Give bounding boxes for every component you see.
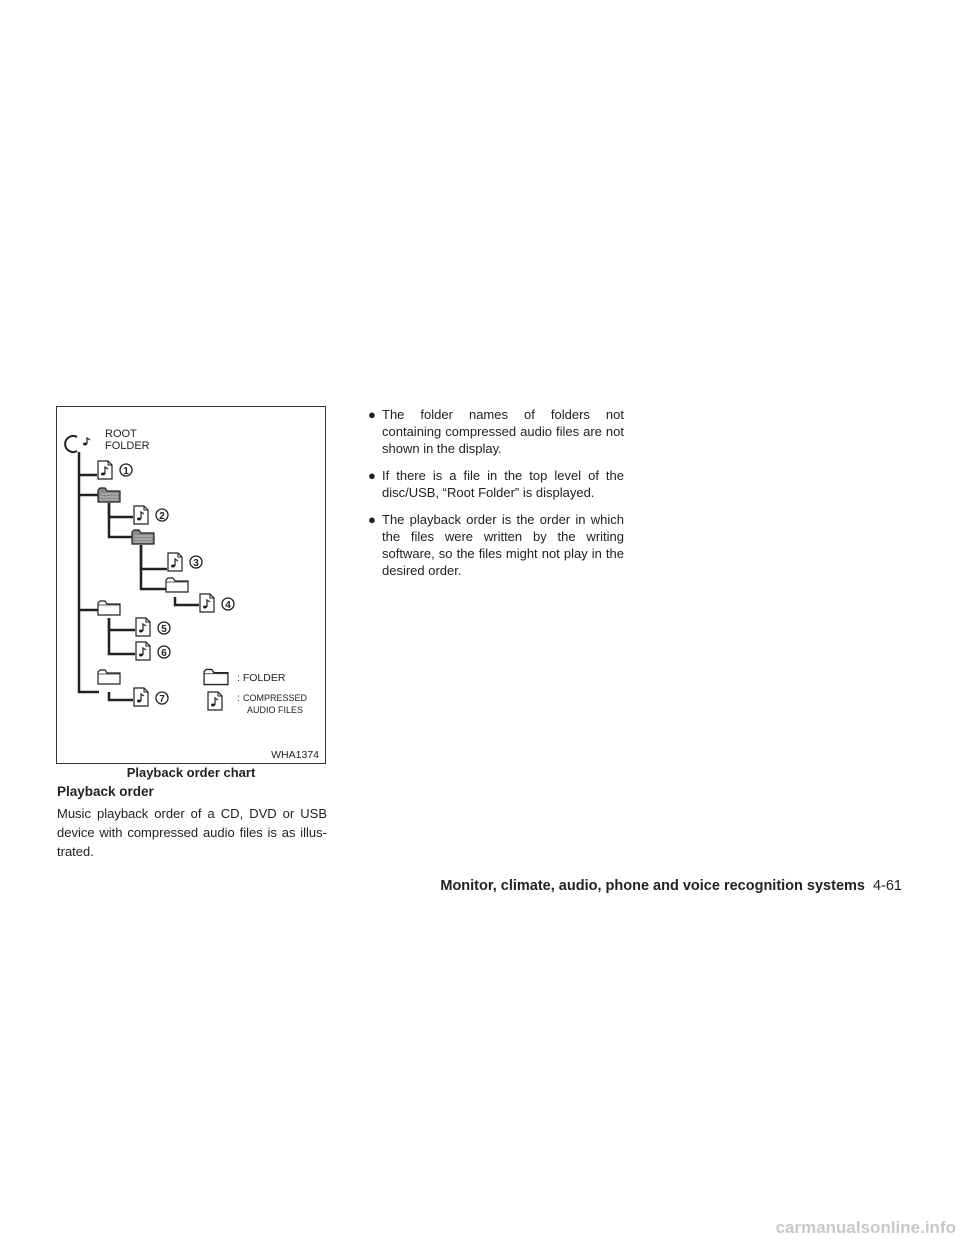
watermark: carmanualsonline.info [775, 1218, 956, 1237]
bullet-text: If there is a file in the top level of the disc/USB, “Root Folder” is displayed. [382, 468, 624, 500]
bullet-text: The playback order is the order in which the files were written by the writing software, so the files might not play in the desired order. [382, 512, 624, 578]
folder-tree-diagram [57, 407, 327, 765]
figure-caption: Playback order chart [126, 765, 256, 780]
legend-files-label-line2: AUDIO FILES [247, 705, 304, 715]
bullet-item [368, 406, 624, 457]
footer-section-title: Monitor, climate, audio, phone and voice recognition systems [440, 878, 865, 894]
file-number-7 [156, 692, 168, 705]
file-number-4 [222, 598, 234, 611]
section-body: Music playback order of a CD, DVD or USB device with compressed audio files is as illus-trated. [57, 806, 327, 859]
root-label-line1: ROOT [105, 428, 137, 440]
section-title: Playback order [57, 784, 154, 799]
file-number-2 [156, 509, 168, 522]
folder-icon [98, 488, 120, 502]
svg-text:1: 1 [123, 466, 129, 477]
page-footer [440, 878, 902, 894]
page-number: 4-61 [872, 878, 902, 894]
bullet-item [368, 511, 624, 579]
folder-icon [132, 530, 154, 544]
svg-text:4: 4 [225, 600, 231, 611]
file-number-1 [120, 464, 132, 477]
bullet-text: The folder names of folders not containing compressed audio files are not shown in the display. [382, 407, 624, 456]
file-icon-3 [168, 553, 182, 571]
legend-folder-label: : FOLDER [237, 672, 286, 684]
file-icon-6 [136, 642, 150, 660]
file-icon-2 [134, 506, 148, 524]
legend-folder-icon [204, 669, 228, 684]
file-icon-1 [98, 461, 112, 479]
legend-files-colon: : [237, 692, 240, 704]
svg-text:2: 2 [159, 511, 165, 522]
file-icon-7 [134, 688, 148, 706]
bullet-list [368, 406, 624, 589]
root-disc-icon [65, 436, 90, 452]
root-label-line2: FOLDER [105, 440, 150, 452]
folder-icon [166, 578, 188, 592]
svg-text:7: 7 [159, 694, 165, 705]
file-icon-4 [200, 594, 214, 612]
bullet-marker: ● [368, 512, 376, 527]
bullet-marker: ● [368, 468, 376, 483]
svg-text:3: 3 [193, 558, 199, 569]
playback-order-figure [56, 406, 326, 764]
file-number-6 [158, 646, 170, 659]
bullet-item [368, 467, 624, 501]
legend-file-icon [208, 692, 222, 710]
legend-files-label-line1: COMPRESSED [243, 693, 308, 703]
svg-text:5: 5 [161, 624, 167, 635]
file-number-3 [190, 556, 202, 569]
file-icon-5 [136, 618, 150, 636]
svg-text:6: 6 [161, 648, 167, 659]
tree-lines [79, 452, 199, 700]
folder-icon [98, 601, 120, 615]
file-number-5 [158, 622, 170, 635]
figure-code: WHA1374 [271, 749, 319, 761]
bullet-marker: ● [368, 407, 376, 422]
folder-icon [98, 670, 120, 684]
